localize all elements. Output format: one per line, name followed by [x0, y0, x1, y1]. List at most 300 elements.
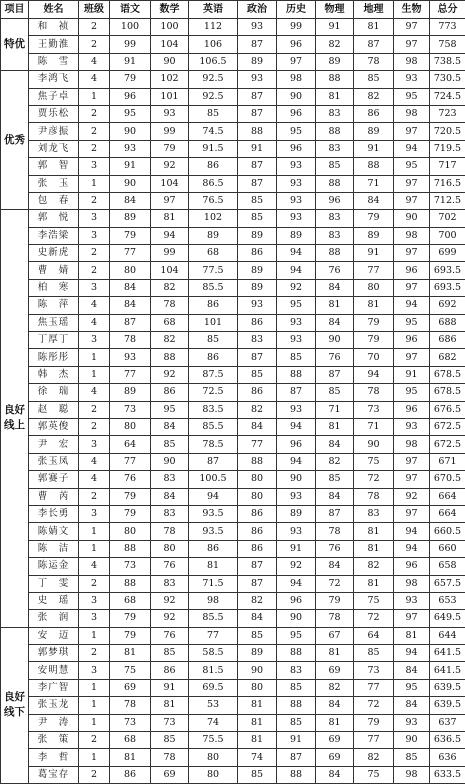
class-cell: 3: [79, 210, 110, 227]
group-label: 良好线上: [1, 210, 29, 627]
politics-score: 88: [238, 453, 277, 470]
math-score: 73: [151, 714, 189, 731]
biology-score: 91: [394, 366, 430, 383]
math-score: 85: [151, 645, 189, 662]
class-cell: 1: [79, 523, 110, 540]
math-score: 95: [151, 401, 189, 418]
table-row: [1, 540, 465, 557]
english-score: 81: [189, 558, 238, 575]
class-cell: 2: [79, 123, 110, 140]
total-score: 712.5: [430, 192, 465, 209]
geography-score: 79: [354, 314, 394, 331]
table-row: [1, 679, 465, 696]
geography-score: 81: [354, 523, 394, 540]
student-name: 尹 宏: [29, 436, 79, 453]
physics-score: 88: [316, 123, 354, 140]
student-name: 陈 萍: [29, 297, 79, 314]
student-name: 安明慧: [29, 662, 79, 679]
class-cell: 3: [79, 662, 110, 679]
class-cell: 3: [79, 332, 110, 349]
col-header-total: 总分: [430, 1, 465, 19]
chinese-score: 86: [110, 766, 151, 783]
chinese-score: 93: [110, 140, 151, 157]
physics-score: 76: [316, 540, 354, 557]
math-score: 78: [151, 749, 189, 766]
history-score: 83: [277, 662, 316, 679]
student-name: 陈运金: [29, 558, 79, 575]
physics-score: 96: [316, 192, 354, 209]
politics-score: 93: [238, 297, 277, 314]
total-score: 649.5: [430, 610, 465, 627]
chinese-score: 79: [110, 505, 151, 522]
chinese-score: 77: [110, 366, 151, 383]
table-row: [1, 88, 465, 105]
group-label: 优秀: [1, 71, 29, 210]
history-score: 93: [277, 210, 316, 227]
politics-score: 89: [238, 53, 277, 70]
biology-score: 98: [394, 105, 430, 122]
total-score: 633.5: [430, 766, 465, 783]
history-score: 90: [277, 471, 316, 488]
chinese-score: 100: [110, 19, 151, 36]
geography-score: 82: [354, 88, 394, 105]
physics-score: 88: [316, 245, 354, 262]
english-score: 83.5: [189, 401, 238, 418]
class-cell: 2: [79, 401, 110, 418]
english-score: 76.5: [189, 192, 238, 209]
physics-score: 84: [316, 558, 354, 575]
chinese-score: 73: [110, 558, 151, 575]
chinese-score: 96: [110, 88, 151, 105]
history-score: 88: [277, 366, 316, 383]
geography-score: 77: [354, 732, 394, 749]
english-score: 86: [189, 297, 238, 314]
col-header-history: 历史: [277, 1, 316, 19]
class-cell: 2: [79, 36, 110, 53]
chinese-score: 81: [110, 645, 151, 662]
class-cell: 1: [79, 366, 110, 383]
physics-score: 87: [316, 505, 354, 522]
table-row: [1, 279, 465, 296]
biology-score: 93: [394, 71, 430, 88]
physics-score: 72: [316, 575, 354, 592]
history-score: 94: [277, 453, 316, 470]
chinese-score: 78: [110, 697, 151, 714]
chinese-score: 84: [110, 297, 151, 314]
total-score: 660: [430, 540, 465, 557]
class-cell: 1: [79, 627, 110, 644]
history-score: 93: [277, 192, 316, 209]
chinese-score: 88: [110, 540, 151, 557]
history-score: 88: [277, 697, 316, 714]
class-cell: 1: [79, 697, 110, 714]
table-row: [1, 297, 465, 314]
col-header-name: 姓名: [29, 1, 79, 19]
total-score: 702: [430, 210, 465, 227]
class-cell: 2: [79, 575, 110, 592]
student-name: 陈彤彤: [29, 349, 79, 366]
student-name: 张 润: [29, 610, 79, 627]
class-cell: 1: [79, 540, 110, 557]
math-score: 85: [151, 436, 189, 453]
table-row: [1, 697, 465, 714]
student-name: 张 策: [29, 732, 79, 749]
total-score: 660.5: [430, 523, 465, 540]
chinese-score: 79: [110, 488, 151, 505]
table-row: [1, 505, 465, 522]
physics-score: 84: [316, 488, 354, 505]
biology-score: 97: [394, 123, 430, 140]
english-score: 91.5: [189, 140, 238, 157]
math-score: 86: [151, 662, 189, 679]
math-score: 90: [151, 53, 189, 70]
biology-score: 81: [394, 627, 430, 644]
class-cell: 2: [79, 488, 110, 505]
english-score: 100.5: [189, 471, 238, 488]
english-score: 81.5: [189, 662, 238, 679]
biology-score: 97: [394, 36, 430, 53]
history-score: 87: [277, 384, 316, 401]
english-score: 93.5: [189, 523, 238, 540]
politics-score: 85: [238, 627, 277, 644]
history-score: 88: [277, 766, 316, 783]
total-score: 670.5: [430, 471, 465, 488]
biology-score: 95: [394, 679, 430, 696]
biology-score: 94: [394, 297, 430, 314]
physics-score: 76: [316, 349, 354, 366]
student-name: 郭 悦: [29, 210, 79, 227]
biology-score: 97: [394, 19, 430, 36]
history-score: 95: [277, 627, 316, 644]
politics-score: 86: [238, 245, 277, 262]
geography-score: 83: [354, 505, 394, 522]
col-header-class: 班级: [79, 1, 110, 19]
class-cell: 3: [79, 436, 110, 453]
politics-score: 74: [238, 749, 277, 766]
chinese-score: 90: [110, 175, 151, 192]
english-score: 53: [189, 697, 238, 714]
math-score: 80: [151, 540, 189, 557]
total-score: 672.5: [430, 436, 465, 453]
header-row: [1, 1, 465, 19]
history-score: 94: [277, 575, 316, 592]
total-score: 693.5: [430, 279, 465, 296]
chinese-score: 79: [110, 227, 151, 244]
history-score: 95: [277, 123, 316, 140]
geography-score: 71: [354, 175, 394, 192]
geography-score: 78: [354, 53, 394, 70]
geography-score: 79: [354, 332, 394, 349]
chinese-score: 77: [110, 245, 151, 262]
student-name: 柏 寒: [29, 279, 79, 296]
table-row: [1, 488, 465, 505]
chinese-score: 68: [110, 592, 151, 609]
math-score: 94: [151, 227, 189, 244]
english-score: 86.5: [189, 175, 238, 192]
class-cell: 1: [79, 175, 110, 192]
politics-score: 87: [238, 349, 277, 366]
history-score: 93: [277, 314, 316, 331]
math-score: 68: [151, 314, 189, 331]
total-score: 723: [430, 105, 465, 122]
english-score: 85.5: [189, 418, 238, 435]
biology-score: 97: [394, 453, 430, 470]
history-score: 98: [277, 71, 316, 88]
geography-score: 80: [354, 279, 394, 296]
physics-score: 83: [316, 105, 354, 122]
class-cell: 1: [79, 679, 110, 696]
history-score: 93: [277, 401, 316, 418]
math-score: 81: [151, 210, 189, 227]
class-cell: 2: [79, 140, 110, 157]
chinese-score: 79: [110, 71, 151, 88]
chinese-score: 73: [110, 401, 151, 418]
table-row: [1, 140, 465, 157]
physics-score: 84: [316, 436, 354, 453]
col-header-politics: 政治: [238, 1, 277, 19]
student-name: 和 祯: [29, 19, 79, 36]
geography-score: 72: [354, 610, 394, 627]
total-score: 719.5: [430, 140, 465, 157]
table-row: [1, 732, 465, 749]
biology-score: 90: [394, 210, 430, 227]
biology-score: 96: [394, 558, 430, 575]
total-score: 676.5: [430, 401, 465, 418]
table-row: [1, 245, 465, 262]
biology-score: 96: [394, 262, 430, 279]
student-name: 郭英俊: [29, 418, 79, 435]
history-score: 85: [277, 679, 316, 696]
chinese-score: 64: [110, 436, 151, 453]
total-score: 637: [430, 714, 465, 731]
politics-score: 86: [238, 540, 277, 557]
class-cell: 2: [79, 418, 110, 435]
english-score: 69.5: [189, 679, 238, 696]
student-name: 赵 聪: [29, 401, 79, 418]
student-name: 李广智: [29, 679, 79, 696]
politics-score: 89: [238, 279, 277, 296]
table-row: [1, 123, 465, 140]
total-score: 678.5: [430, 384, 465, 401]
math-score: 102: [151, 71, 189, 88]
total-score: 672.5: [430, 418, 465, 435]
total-score: 664: [430, 488, 465, 505]
physics-score: 84: [316, 697, 354, 714]
physics-score: 84: [316, 279, 354, 296]
student-name: 陈 洁: [29, 540, 79, 557]
col-header-chinese: 语文: [110, 1, 151, 19]
history-score: 89: [277, 505, 316, 522]
history-score: 93: [277, 158, 316, 175]
english-score: 85.5: [189, 610, 238, 627]
chinese-score: 80: [110, 262, 151, 279]
table-row: [1, 627, 465, 644]
physics-score: 82: [316, 453, 354, 470]
politics-score: 86: [238, 523, 277, 540]
total-score: 730.5: [430, 71, 465, 88]
student-name: 史新虎: [29, 245, 79, 262]
history-score: 94: [277, 262, 316, 279]
total-score: 682: [430, 349, 465, 366]
history-score: 99: [277, 19, 316, 36]
chinese-score: 68: [110, 732, 151, 749]
chinese-score: 89: [110, 210, 151, 227]
total-score: 699: [430, 245, 465, 262]
math-score: 104: [151, 175, 189, 192]
biology-score: 97: [394, 279, 430, 296]
total-score: 664: [430, 505, 465, 522]
class-cell: 2: [79, 645, 110, 662]
politics-score: 81: [238, 697, 277, 714]
chinese-score: 87: [110, 314, 151, 331]
chinese-score: 69: [110, 679, 151, 696]
english-score: 93.5: [189, 505, 238, 522]
biology-score: 96: [394, 332, 430, 349]
politics-score: 89: [238, 262, 277, 279]
chinese-score: 99: [110, 36, 151, 53]
physics-score: 85: [316, 471, 354, 488]
politics-score: 87: [238, 36, 277, 53]
total-score: 773: [430, 19, 465, 36]
math-score: 90: [151, 453, 189, 470]
geography-score: 91: [354, 140, 394, 157]
table-row: [1, 158, 465, 175]
student-name: 包 春: [29, 192, 79, 209]
politics-score: 91: [238, 140, 277, 157]
politics-score: 89: [238, 227, 277, 244]
physics-score: 78: [316, 610, 354, 627]
chinese-score: 76: [110, 471, 151, 488]
physics-score: 84: [316, 766, 354, 783]
english-score: 80: [189, 749, 238, 766]
student-name: 史 瑶: [29, 592, 79, 609]
politics-score: 80: [238, 488, 277, 505]
biology-score: 97: [394, 349, 430, 366]
col-header-physics: 物理: [316, 1, 354, 19]
geography-score: 78: [354, 384, 394, 401]
group-label: 特优: [1, 19, 29, 71]
history-score: 95: [277, 297, 316, 314]
group-label: 良好线下: [1, 627, 29, 784]
politics-score: 80: [238, 679, 277, 696]
chinese-score: 80: [110, 523, 151, 540]
physics-score: 90: [316, 332, 354, 349]
biology-score: 98: [394, 53, 430, 70]
physics-score: 81: [316, 88, 354, 105]
math-score: 99: [151, 123, 189, 140]
total-score: 717: [430, 158, 465, 175]
total-score: 658: [430, 558, 465, 575]
table-row: [1, 610, 465, 627]
table-row: [1, 314, 465, 331]
english-score: 92.5: [189, 71, 238, 88]
physics-score: 88: [316, 71, 354, 88]
student-name: 李 哲: [29, 749, 79, 766]
total-score: 678.5: [430, 366, 465, 383]
history-score: 85: [277, 349, 316, 366]
geography-score: 89: [354, 123, 394, 140]
politics-score: 93: [238, 19, 277, 36]
english-score: 85.5: [189, 279, 238, 296]
class-cell: 4: [79, 384, 110, 401]
physics-score: 88: [316, 175, 354, 192]
chinese-score: 73: [110, 714, 151, 731]
biology-score: 95: [394, 158, 430, 175]
politics-score: 82: [238, 592, 277, 609]
history-score: 96: [277, 36, 316, 53]
math-score: 99: [151, 245, 189, 262]
politics-score: 85: [238, 766, 277, 783]
geography-score: 88: [354, 158, 394, 175]
biology-score: 93: [394, 592, 430, 609]
physics-score: 81: [316, 297, 354, 314]
student-name: 韩 杰: [29, 366, 79, 383]
student-name: 葛宝存: [29, 766, 79, 783]
student-name: 陈婧文: [29, 523, 79, 540]
table-row: [1, 453, 465, 470]
class-cell: 3: [79, 158, 110, 175]
geography-score: 64: [354, 627, 394, 644]
class-cell: 4: [79, 558, 110, 575]
politics-score: 87: [238, 88, 277, 105]
politics-score: 86: [238, 505, 277, 522]
history-score: 85: [277, 714, 316, 731]
physics-score: 83: [316, 227, 354, 244]
english-score: 80: [189, 766, 238, 783]
table-row: [1, 175, 465, 192]
english-score: 68: [189, 245, 238, 262]
biology-score: 97: [394, 610, 430, 627]
table-row: [1, 436, 465, 453]
politics-score: 87: [238, 558, 277, 575]
student-name: 李长勇: [29, 505, 79, 522]
biology-score: 97: [394, 505, 430, 522]
geography-score: 91: [354, 245, 394, 262]
table-row: [1, 558, 465, 575]
politics-score: 88: [238, 123, 277, 140]
geography-score: 81: [354, 540, 394, 557]
biology-score: 98: [394, 436, 430, 453]
col-header-math: 数学: [151, 1, 189, 19]
biology-score: 92: [394, 488, 430, 505]
politics-score: 85: [238, 366, 277, 383]
total-score: 758: [430, 36, 465, 53]
history-score: 94: [277, 245, 316, 262]
chinese-score: 81: [110, 749, 151, 766]
english-score: 87.5: [189, 366, 238, 383]
biology-score: 84: [394, 697, 430, 714]
chinese-score: 80: [110, 418, 151, 435]
table-row: [1, 401, 465, 418]
geography-score: 75: [354, 592, 394, 609]
english-score: 72.5: [189, 384, 238, 401]
physics-score: 79: [316, 592, 354, 609]
math-score: 82: [151, 279, 189, 296]
math-score: 83: [151, 471, 189, 488]
physics-score: 89: [316, 53, 354, 70]
class-cell: 2: [79, 105, 110, 122]
chinese-score: 78: [110, 332, 151, 349]
table-row: [1, 645, 465, 662]
chinese-score: 84: [110, 192, 151, 209]
math-score: 101: [151, 88, 189, 105]
math-score: 86: [151, 384, 189, 401]
class-cell: 2: [79, 732, 110, 749]
physics-score: 81: [316, 714, 354, 731]
table-row: [1, 71, 465, 88]
english-score: 106.5: [189, 53, 238, 70]
student-name: 丁 雯: [29, 575, 79, 592]
